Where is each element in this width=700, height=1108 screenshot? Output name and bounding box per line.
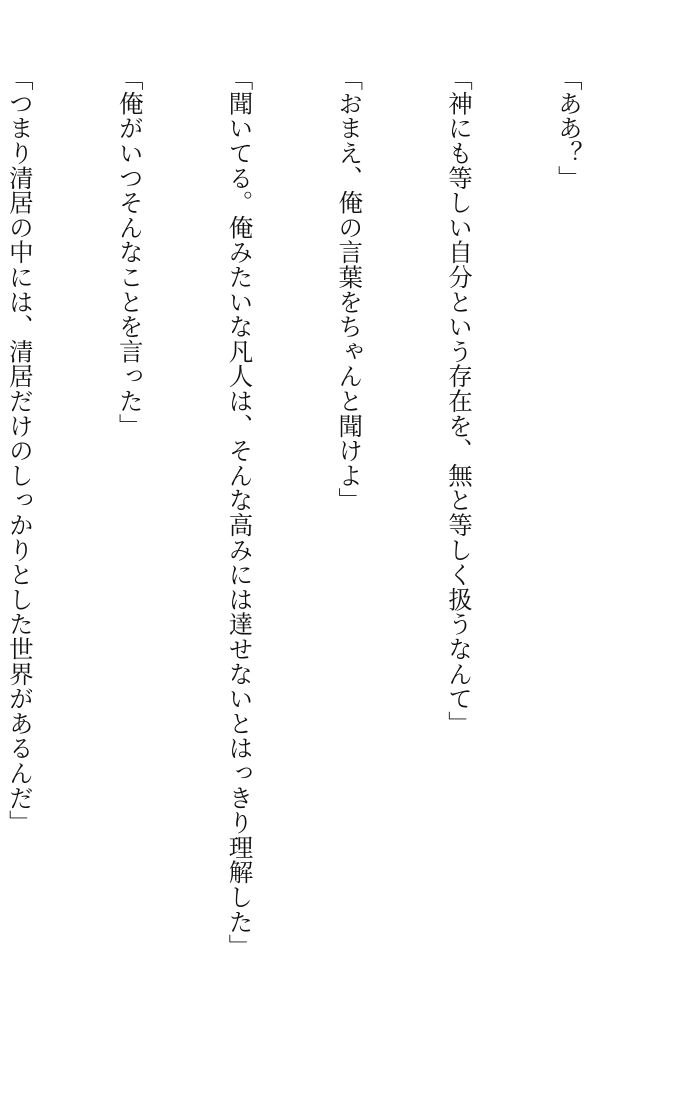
text-column: 「聞いてる。俺みたいな凡人は、そんな高みには達せないとはっきり理解した」 [225,66,255,959]
vertical-text-body [0,66,660,966]
text-column: 「おまえ、俺の言葉をちゃんと聞けよ」 [335,66,365,513]
text-column: 「つまり清居の中には、清居だけのしっかりとした世界があるんだ」 [5,66,35,835]
text-column: 「ああ？」 [554,66,584,190]
text-column: 「神にも等しい自分という存在を、無と等しく扱うなんて」 [445,66,475,736]
text-column: 「俺がいつそんなことを言った」 [115,66,145,438]
